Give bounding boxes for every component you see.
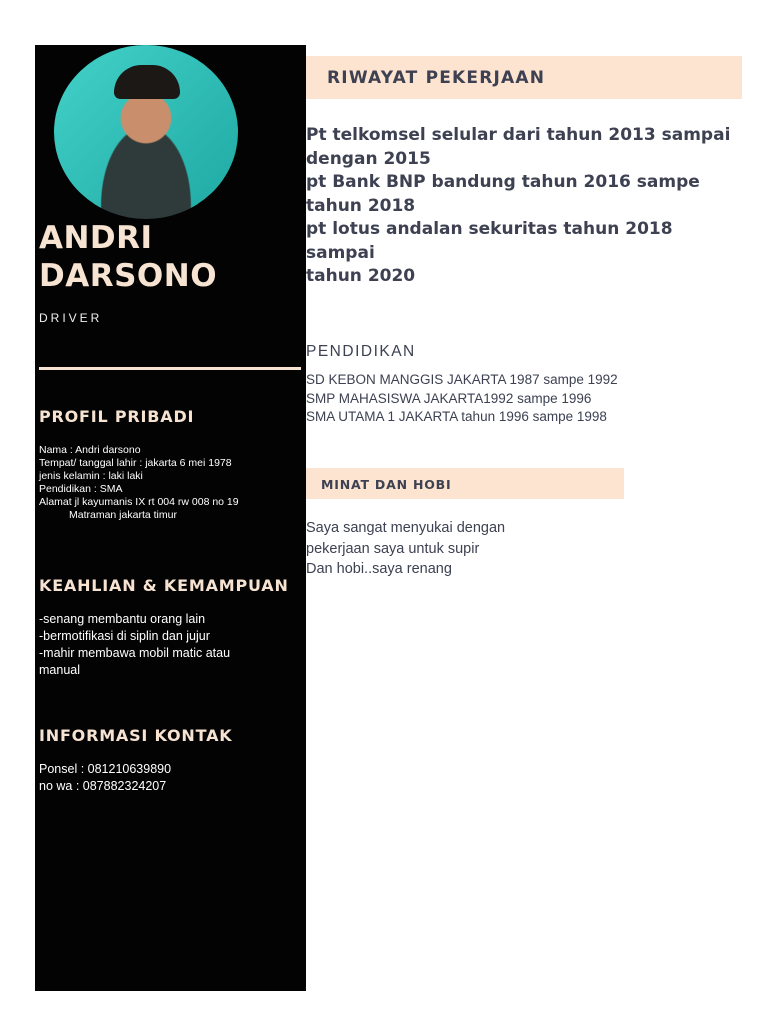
education-list bbox=[306, 371, 618, 427]
personal-line: Pendidikan : SMA bbox=[39, 483, 123, 495]
job-title: DRIVER bbox=[39, 311, 103, 325]
work-history bbox=[306, 124, 746, 289]
name-line-2: DARSONO bbox=[39, 258, 218, 294]
education-heading: PENDIDIKAN bbox=[306, 343, 416, 360]
skills-line: -mahir membawa mobil matic atau bbox=[39, 646, 231, 660]
work-line: pt lotus andalan sekuritas tahun 2018 sampai bbox=[306, 219, 673, 263]
contact-line: no wa : 087882324207 bbox=[39, 779, 167, 793]
photo-hair-shape bbox=[114, 65, 180, 99]
skills-line: manual bbox=[39, 663, 80, 677]
personal-line: Alamat jl kayumanis IX rt 004 rw 008 no 19 bbox=[39, 496, 239, 508]
hobby-line: Saya sangat menyukai dengan bbox=[306, 520, 506, 536]
hobby-text bbox=[306, 518, 505, 580]
skills-list bbox=[39, 611, 230, 679]
work-heading: RIWAYAT PEKERJAAN bbox=[327, 68, 546, 88]
skills-heading: KEAHLIAN & KEMAMPUAN bbox=[39, 576, 289, 595]
work-line: tahun 2018 bbox=[306, 195, 416, 216]
divider-rule bbox=[39, 367, 301, 370]
personal-line: Nama : Andri darsono bbox=[39, 444, 141, 456]
education-line: SD KEBON MANGGIS JAKARTA 1987 sampe 1992 bbox=[306, 372, 618, 387]
contact-line: Ponsel : 081210639890 bbox=[39, 762, 172, 776]
contact-list bbox=[39, 761, 171, 795]
work-line: tahun 2020 bbox=[306, 266, 416, 286]
contact-heading: INFORMASI KONTAK bbox=[39, 726, 233, 745]
skills-line: -senang membantu orang lain bbox=[39, 612, 206, 626]
sidebar bbox=[35, 45, 306, 991]
personal-line: jenis kelamin : laki laki bbox=[39, 470, 143, 482]
profile-photo bbox=[54, 45, 238, 219]
skills-line: -bermotifikasi di siplin dan jujur bbox=[39, 629, 210, 643]
work-line: pt Bank BNP bandung tahun 2016 sampe bbox=[306, 172, 700, 192]
full-name bbox=[39, 219, 299, 295]
hobby-line: Dan hobi..saya renang bbox=[306, 561, 452, 577]
education-line: SMA UTAMA 1 JAKARTA tahun 1996 sampe 1998 bbox=[306, 409, 607, 424]
hobby-heading: MINAT DAN HOBI bbox=[321, 477, 452, 492]
work-line: dengan 2015 bbox=[306, 148, 431, 169]
work-line: Pt telkomsel selular dari tahun 2013 sampai bbox=[306, 125, 731, 145]
hobby-line: pekerjaan saya untuk supir bbox=[306, 540, 480, 557]
personal-line: Matraman jakarta timur bbox=[69, 509, 177, 521]
personal-line: Tempat/ tanggal lahir : jakarta 6 mei 1978 bbox=[39, 457, 232, 469]
education-line: SMP MAHASISWA JAKARTA1992 sampe 1996 bbox=[306, 390, 592, 406]
personal-heading: PROFIL PRIBADI bbox=[39, 407, 195, 426]
name-line-1: ANDRI bbox=[39, 220, 153, 256]
personal-details bbox=[39, 444, 239, 522]
